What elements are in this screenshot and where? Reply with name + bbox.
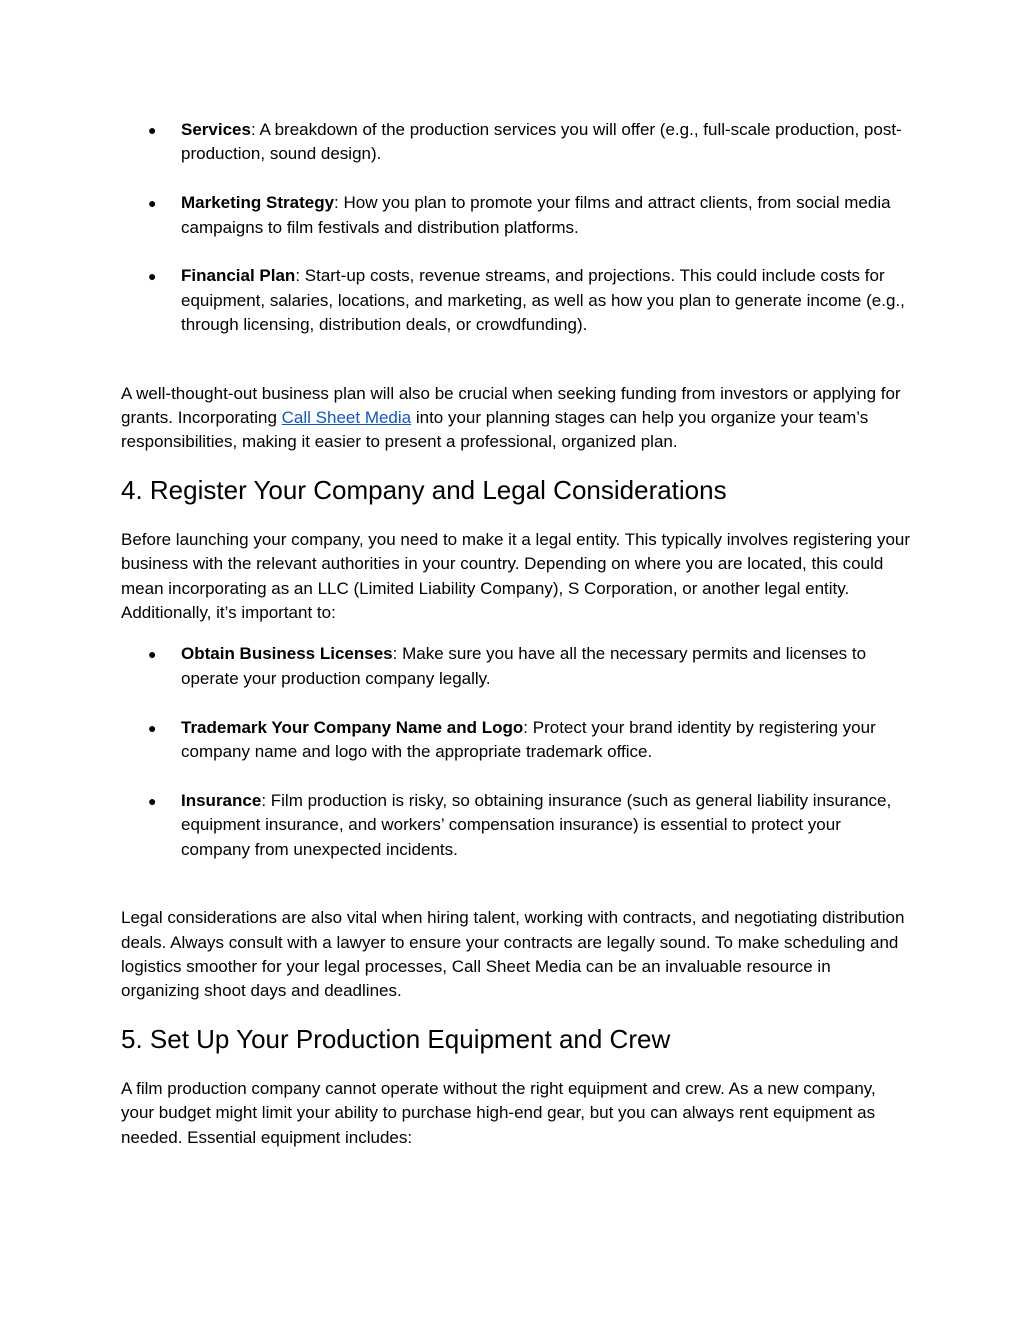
legal-considerations-paragraph: Legal considerations are also vital when hiring talent, working with contracts, and negotiating distribution deals. Always consult with a lawyer to ensure your contracts are legally sound. To make scheduling and logistics smoother for your legal processes, Call Sheet Media can be an invaluable resource in organizing shoot days and deadlines.: [121, 908, 905, 1001]
list-item-text: : Film production is risky, so obtaining insurance (such as general liability insurance, equipment insurance, and workers’ compensation insurance) is essential to protect your company from unexpected incidents.: [181, 790, 892, 859]
list-item-text: : Start-up costs, revenue streams, and projections. This could include costs for equipment, salaries, locations, and marketing, as well as how you plan to generate income (e.g., through licensing, distribution deals, or crowdfunding).: [181, 266, 905, 335]
bullet-icon: ●: [148, 195, 157, 212]
bullet-icon: ●: [148, 268, 157, 285]
list-item-trademark: [121, 716, 911, 765]
paragraph-text-before-link: A well-thought-out business plan will also be crucial when seeking funding from investors or applying for grants. Incorporating: [121, 383, 901, 428]
list-item-financial-plan: [121, 264, 911, 337]
legal-steps-list: [121, 642, 911, 862]
list-item-term: Obtain Business Licenses: [181, 644, 393, 664]
call-sheet-media-link[interactable]: Call Sheet Media: [281, 408, 412, 428]
bullet-icon: ●: [148, 792, 157, 809]
section-5-intro: A film production company cannot operate without the right equipment and crew. As a new company, your budget might limit your ability to purchase high-end gear, but you can always rent equipment as needed. Essential equipment includes:: [121, 1078, 876, 1147]
list-item-text: : Protect your brand identity by registering your company name and logo with the appropriate trademark office.: [181, 717, 876, 762]
bullet-icon: ●: [148, 646, 157, 663]
list-item-text: : A breakdown of the production services you will offer (e.g., full-scale production, post-production, sound design).: [181, 120, 902, 164]
list-item-text: : How you plan to promote your films and attract clients, from social media campaigns to film festivals and distribution platforms.: [181, 193, 891, 237]
list-item-marketing-strategy: [121, 191, 911, 240]
list-item-text: : Make sure you have all the necessary permits and licenses to operate your production company legally.: [181, 644, 867, 688]
business-plan-paragraph: [121, 382, 911, 455]
section-4-heading: 4. Register Your Company and Legal Considerations: [121, 474, 727, 505]
list-item-business-licenses: [121, 642, 911, 691]
section-4-intro: Before launching your company, you need to make it a legal entity. This typically involves registering your business with the relevant authorities in your country. Depending on where you are located, this could mean incorporating as an LLC (Limited Liability Company), S Corporation, or another legal entity. Additionally, it’s important to:: [121, 529, 911, 623]
list-item-services: [121, 118, 911, 167]
bullet-icon: ●: [148, 122, 157, 138]
list-item-term: Marketing Strategy: [181, 193, 335, 213]
document-body: [121, 118, 911, 1150]
list-item-term: Trademark Your Company Name and Logo: [181, 717, 524, 737]
bullet-icon: ●: [148, 719, 157, 736]
list-item-term: Insurance: [181, 790, 262, 810]
list-item-term: Services: [181, 120, 251, 139]
section-5-heading: 5. Set Up Your Production Equipment and Crew: [121, 1023, 671, 1054]
business-plan-components-list: [121, 118, 911, 338]
list-item-term: Financial Plan: [181, 266, 296, 286]
paragraph-text-after-link: into your planning stages can help you organize your team’s responsibilities, making it easier to present a professional, organized plan.: [121, 408, 869, 452]
list-item-insurance: [121, 789, 911, 862]
